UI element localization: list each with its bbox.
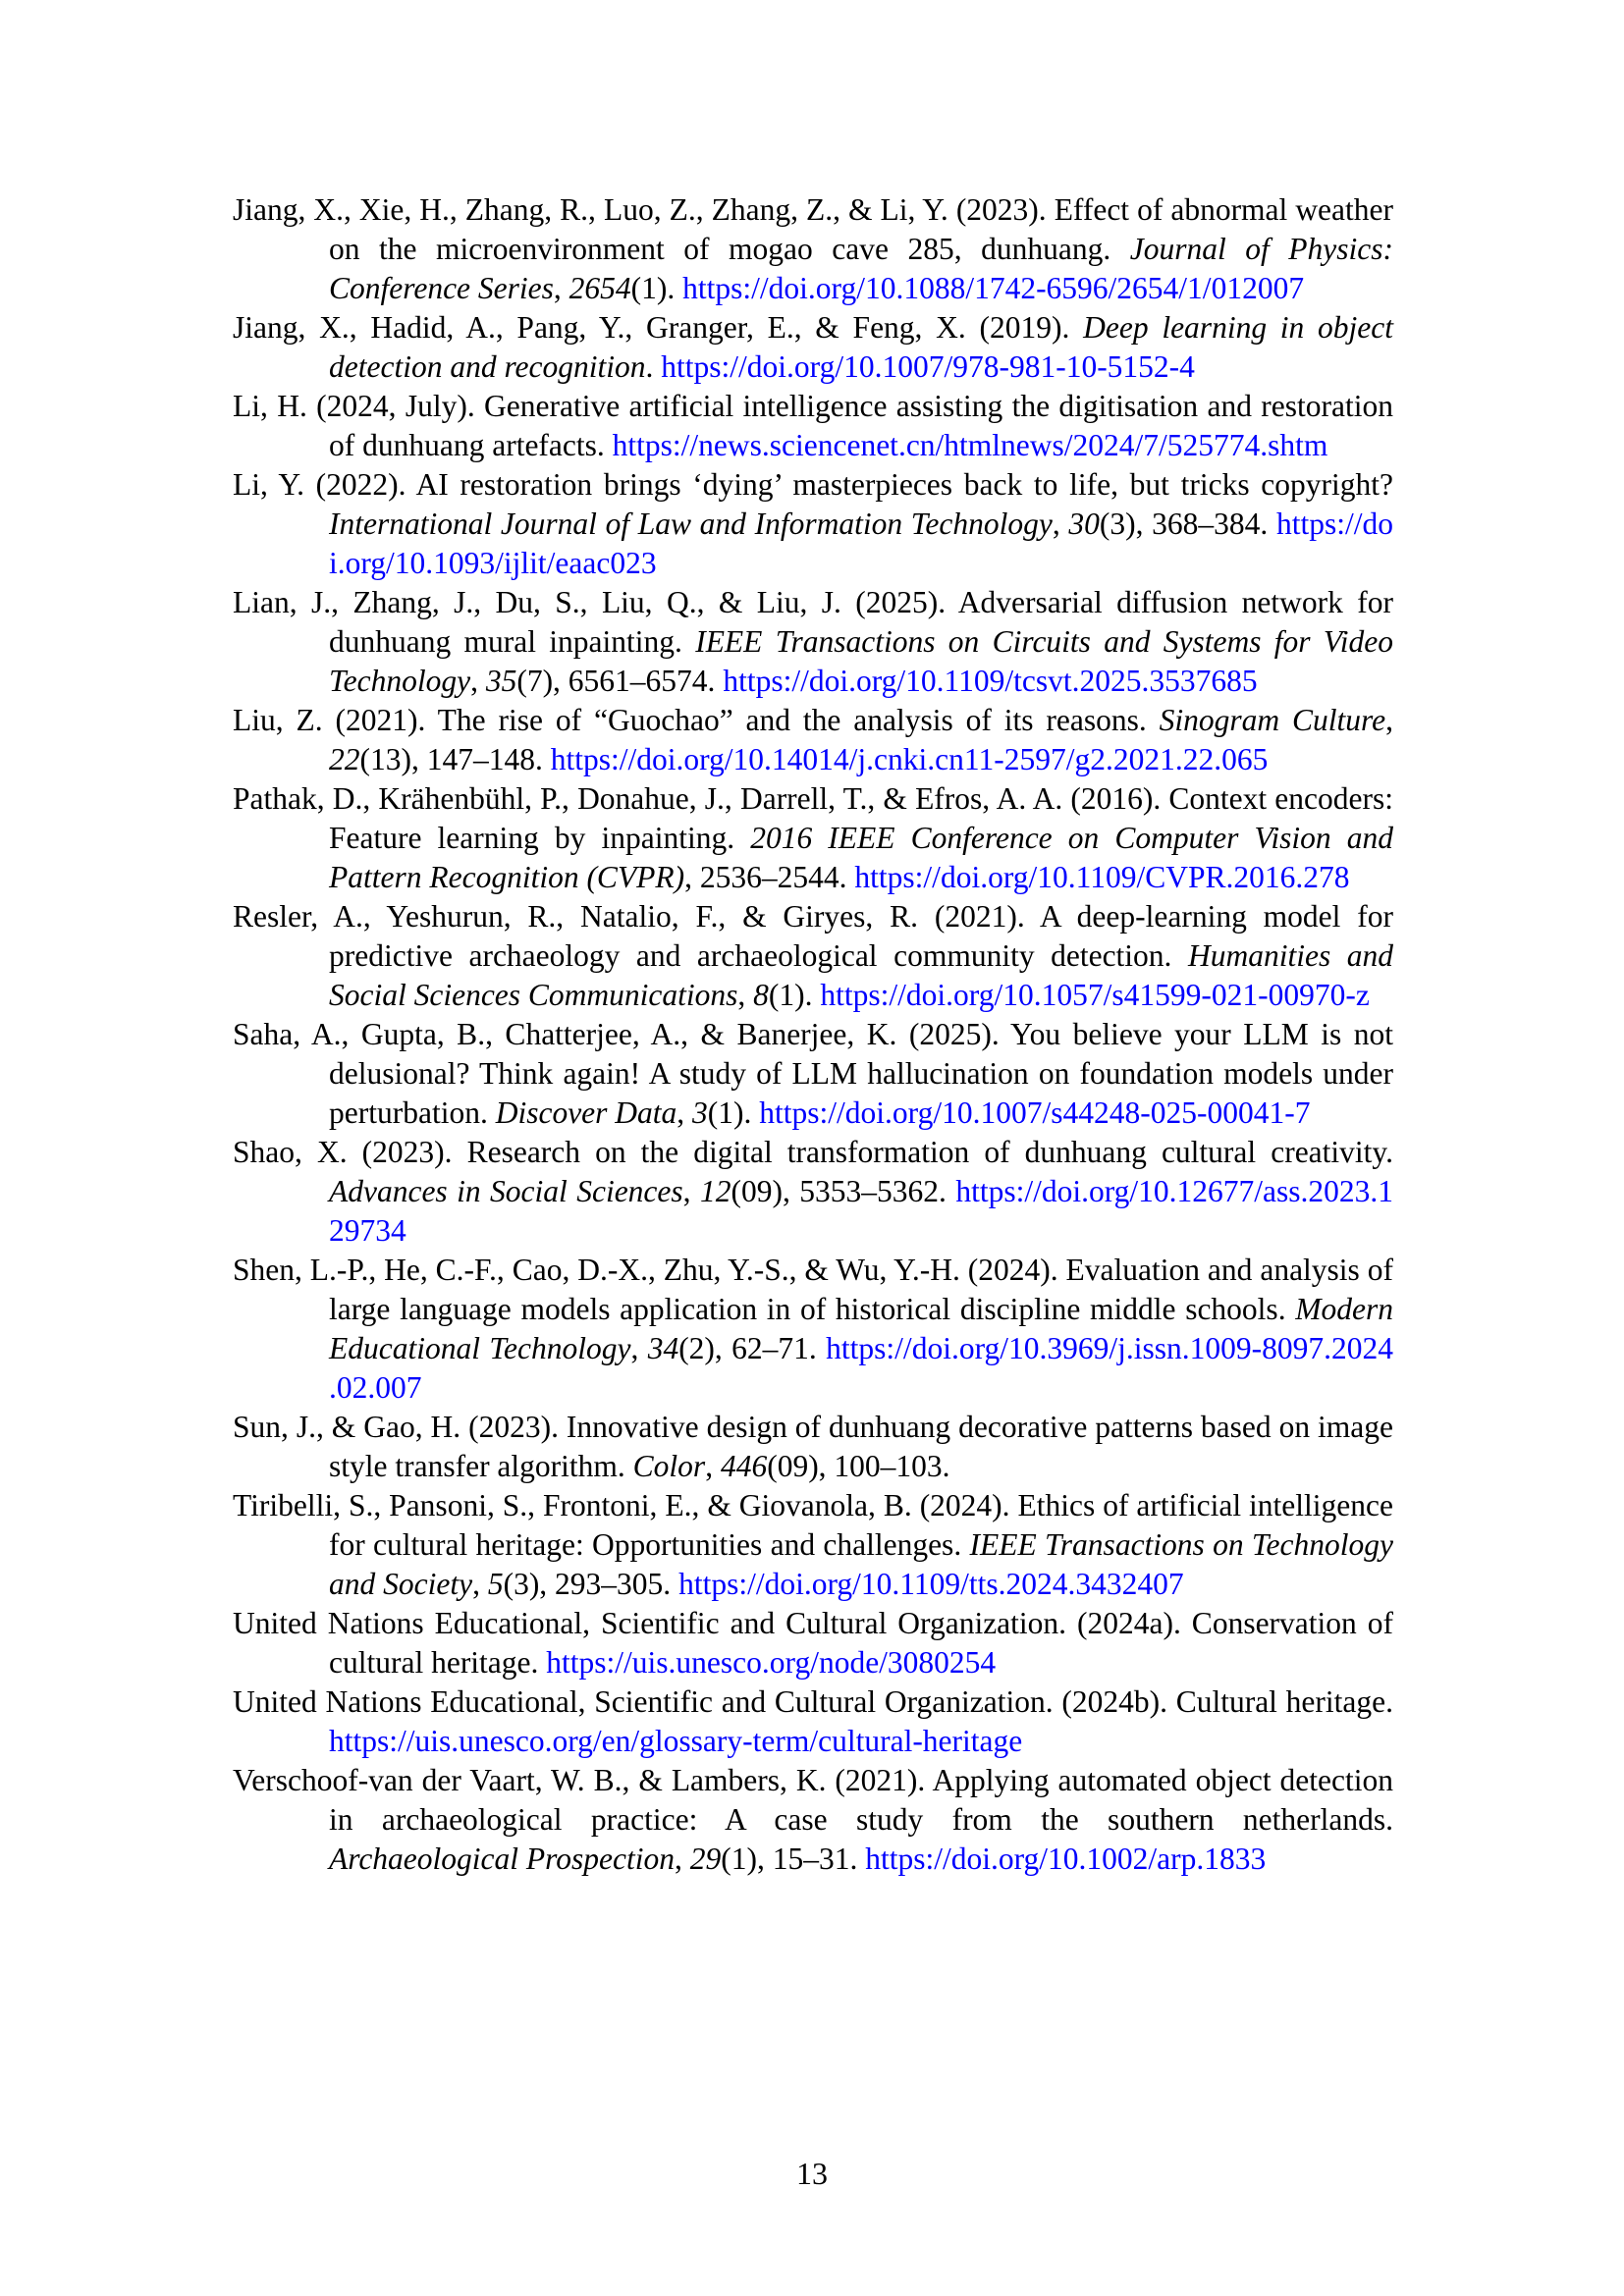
reference-text: (1).: [768, 978, 821, 1012]
reference-text: Jiang, X., Hadid, A., Pang, Y., Granger, E., & Feng, X. (2019).: [233, 310, 1084, 345]
reference-entry: [233, 1682, 1393, 1761]
reference-url-link[interactable]: https://doi.org/10.1093/ijlit/eaac023: [329, 507, 1393, 580]
reference-italic-title: Discover Data: [495, 1095, 677, 1130]
reference-text: ,: [1385, 703, 1394, 737]
reference-text: ,: [470, 664, 486, 698]
reference-text: (3), 368–384.: [1099, 507, 1276, 541]
reference-text: Pathak, D., Krähenbühl, P., Donahue, J., Darrell, T., & Efros, A. A. (2016). Context encoders: Feature learning by inpainting.: [233, 781, 1393, 855]
reference-italic-title: 34: [647, 1331, 679, 1365]
reference-entry: [233, 1133, 1393, 1251]
reference-url-link[interactable]: https://uis.unesco.org/node/3080254: [546, 1645, 997, 1680]
reference-text: Verschoof-van der Vaart, W. B., & Lambers, K. (2021). Applying automated object detection in archaeological practice: A case study from the southern netherlands.: [233, 1763, 1393, 1837]
reference-text: Liu, Z. (2021). The rise of “Guochao” and the analysis of its reasons.: [233, 703, 1160, 737]
reference-text: United Nations Educational, Scientific and Cultural Organization. (2024a). Conservation of cultural heritage.: [233, 1606, 1393, 1680]
reference-text: (1).: [707, 1095, 760, 1130]
reference-url-link[interactable]: https://doi.org/10.1007/978-981-10-5152-4: [661, 349, 1195, 384]
reference-entry: [233, 1015, 1393, 1133]
reference-italic-title: 2654: [568, 271, 631, 305]
page-footer: [0, 2154, 1624, 2193]
reference-text: Lian, J., Zhang, J., Du, S., Liu, Q., & Liu, J. (2025). Adversarial diffusion network for dunhuang mural inpainting.: [233, 585, 1393, 659]
reference-url-link[interactable]: https://doi.org/10.3969/j.issn.1009-8097.2024.02.007: [329, 1331, 1393, 1405]
reference-url-link[interactable]: https://doi.org/10.1109/tts.2024.3432407: [678, 1567, 1184, 1601]
reference-entry: [233, 1408, 1393, 1486]
reference-italic-title: 30: [1068, 507, 1100, 541]
reference-italic-title: Journal of Physics: Conference Series: [329, 232, 1393, 305]
reference-italic-title: IEEE Transactions on Circuits and Systems for Video Technology: [329, 624, 1393, 698]
reference-text: Resler, A., Yeshurun, R., Natalio, F., & Giryes, R. (2021). A deep-learning model for predictive archaeology and archaeological community detection.: [233, 899, 1393, 973]
reference-entry: [233, 583, 1393, 701]
reference-text: Shao, X. (2023). Research on the digital transformation of dunhuang cultural creativity.: [233, 1135, 1393, 1169]
reference-text: ,: [682, 1174, 700, 1208]
reference-italic-title: 3: [692, 1095, 708, 1130]
reference-text: ,: [737, 978, 754, 1012]
reference-url-link[interactable]: https://doi.org/10.1057/s41599-021-00970-z: [820, 978, 1370, 1012]
reference-text: ,: [1052, 507, 1069, 541]
reference-text: Sun, J., & Gao, H. (2023). Innovative design of dunhuang decorative patterns based on image style transfer algorithm.: [233, 1410, 1393, 1483]
reference-italic-title: Humanities and Social Sciences Communications: [329, 938, 1393, 1012]
reference-text: (1).: [630, 271, 683, 305]
reference-text: (2), 62–71.: [678, 1331, 827, 1365]
reference-url-link[interactable]: https://news.sciencenet.cn/htmlnews/2024/7/525774.shtm: [612, 428, 1328, 462]
reference-text: ,: [472, 1567, 488, 1601]
reference-italic-title: Color: [632, 1449, 706, 1483]
page-number: 13: [796, 2156, 828, 2191]
reference-italic-title: 22: [329, 742, 360, 776]
reference-italic-title: International Journal of Law and Information Technology: [329, 507, 1053, 541]
reference-entry: [233, 1604, 1393, 1682]
reference-text: Jiang, X., Xie, H., Zhang, R., Luo, Z., Zhang, Z., & Li, Y. (2023). Effect of abnormal weather on the microenvironment of mogao cave 285, dunhuang.: [233, 192, 1393, 266]
reference-entry: [233, 465, 1393, 583]
reference-italic-title: 12: [699, 1174, 731, 1208]
reference-entry: [233, 190, 1393, 308]
reference-text: (7), 6561–6574.: [516, 664, 724, 698]
reference-text: ,: [677, 1095, 693, 1130]
reference-list: [233, 190, 1393, 1879]
reference-italic-title: 8: [753, 978, 769, 1012]
reference-italic-title: Sinogram Culture: [1159, 703, 1386, 737]
reference-italic-title: Modern Educational Technology: [329, 1292, 1393, 1365]
reference-url-link[interactable]: https://doi.org/10.1007/s44248-025-00041-7: [759, 1095, 1311, 1130]
reference-url-link[interactable]: https://doi.org/10.1088/1742-6596/2654/1/012007: [682, 271, 1305, 305]
reference-italic-title: Archaeological Prospection: [329, 1842, 675, 1876]
reference-text: (3), 293–305.: [503, 1567, 679, 1601]
reference-italic-title: Advances in Social Sciences: [329, 1174, 683, 1208]
reference-text: (13), 147–148.: [359, 742, 551, 776]
reference-italic-title: IEEE Transactions on Technology and Society: [329, 1527, 1393, 1601]
reference-italic-title: Deep learning in object detection and recognition: [329, 310, 1394, 384]
reference-entry: [233, 1486, 1393, 1604]
reference-entry: [233, 308, 1393, 387]
reference-italic-title: 5: [487, 1567, 504, 1601]
reference-text: (09), 5353–5362.: [731, 1174, 956, 1208]
reference-text: (1), 15–31.: [721, 1842, 866, 1876]
reference-text: Li, H. (2024, July). Generative artificial intelligence assisting the digitisation and restoration of dunhuang artefacts.: [233, 389, 1393, 462]
reference-italic-title: 35: [485, 664, 517, 698]
reference-text: United Nations Educational, Scientific and Cultural Organization. (2024b). Cultural heritage.: [233, 1684, 1393, 1719]
reference-url-link[interactable]: https://doi.org/10.1002/arp.1833: [865, 1842, 1267, 1876]
reference-italic-title: 2016 IEEE Conference on Computer Vision and Pattern Recognition (CVPR): [329, 821, 1393, 894]
reference-entry: [233, 387, 1393, 465]
reference-entry: [233, 1761, 1393, 1879]
reference-text: Saha, A., Gupta, B., Chatterjee, A., & Banerjee, K. (2025). You believe your LLM is not delusional? Think again! A study of LLM hallucination on foundation models under perturbation.: [233, 1017, 1393, 1130]
reference-text: Tiribelli, S., Pansoni, S., Frontoni, E., & Giovanola, B. (2024). Ethics of artificial intelligence for cultural heritage: Opportunities and challenges.: [233, 1488, 1393, 1562]
reference-text: Li, Y. (2022). AI restoration brings ‘dying’ masterpieces back to life, but tricks copyright?: [233, 467, 1393, 502]
reference-text: , 2536–2544.: [684, 860, 855, 894]
reference-text: .: [645, 349, 662, 384]
reference-url-link[interactable]: https://doi.org/10.14014/j.cnki.cn11-2597/g2.2021.22.065: [550, 742, 1269, 776]
reference-url-link[interactable]: https://doi.org/10.1109/tcsvt.2025.3537685: [723, 664, 1258, 698]
reference-entry: [233, 897, 1393, 1015]
reference-text: Shen, L.-P., He, C.-F., Cao, D.-X., Zhu, Y.-S., & Wu, Y.-H. (2024). Evaluation and analysis of large language models application in of historical discipline middle schools.: [233, 1253, 1393, 1326]
reference-text: ,: [553, 271, 569, 305]
reference-text: ,: [674, 1842, 690, 1876]
reference-text: (09), 100–103.: [767, 1449, 950, 1483]
reference-italic-title: 29: [689, 1842, 722, 1876]
reference-url-link[interactable]: https://uis.unesco.org/en/glossary-term/cultural-heritage: [329, 1724, 1023, 1758]
reference-url-link[interactable]: https://doi.org/10.12677/ass.2023.129734: [329, 1174, 1394, 1248]
reference-entry: [233, 701, 1393, 779]
reference-italic-title: 446: [720, 1449, 768, 1483]
reference-entry: [233, 1251, 1393, 1408]
reference-entry: [233, 779, 1393, 897]
reference-url-link[interactable]: https://doi.org/10.1109/CVPR.2016.278: [854, 860, 1350, 894]
reference-text: ,: [630, 1331, 648, 1365]
reference-text: ,: [705, 1449, 721, 1483]
